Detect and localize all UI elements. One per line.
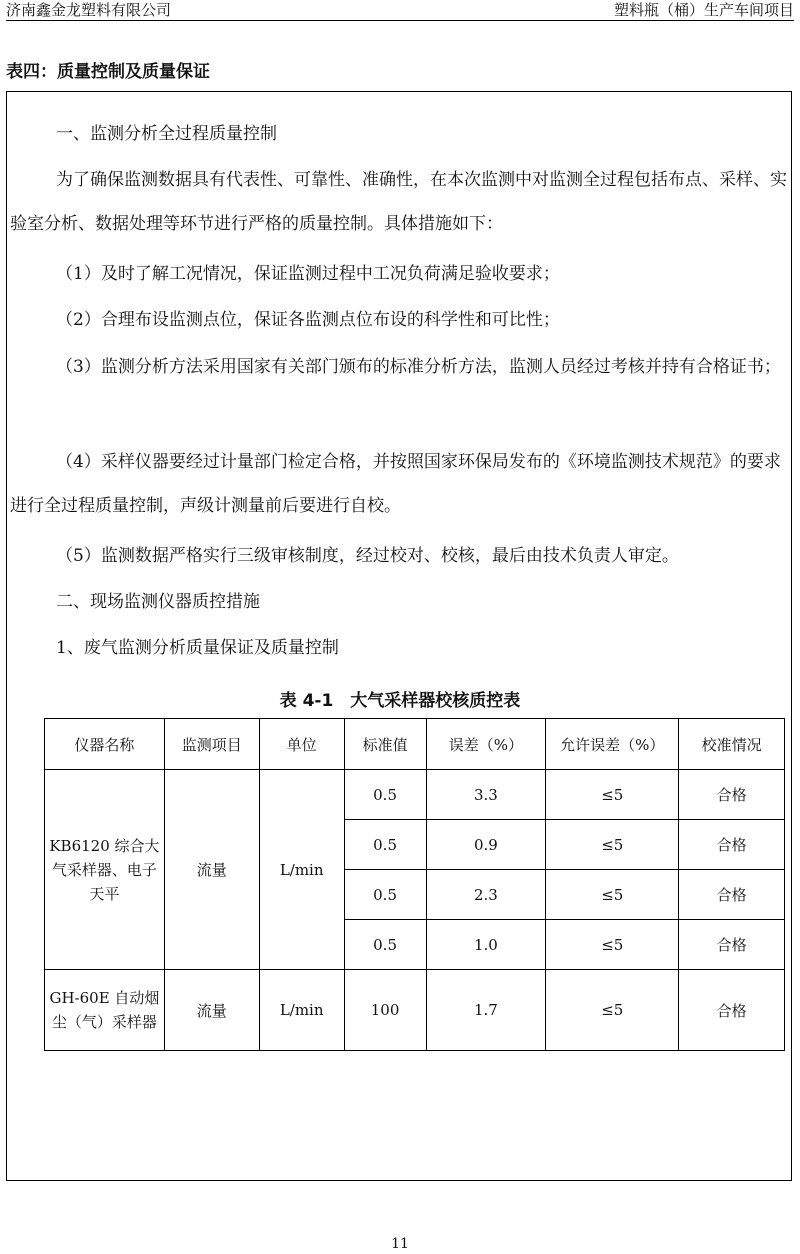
header-unit: 单位 [259, 719, 344, 770]
table-header-row [45, 719, 785, 770]
status-cell: 合格 [679, 870, 785, 920]
standard-cell: 0.5 [344, 770, 426, 820]
header-item: 监测项目 [164, 719, 259, 770]
measure-4: （4）采样仪器要经过计量部门检定合格，并按照国家环保局发布的《环境监测技术规范》的要求进行全过程质量控制，声级计测量前后要进行自校。 [10, 452, 781, 516]
allowed-cell: ≤5 [546, 820, 679, 870]
error-cell: 1.0 [426, 920, 546, 970]
error-cell: 2.3 [426, 870, 546, 920]
measure-3: （3）监测分析方法采用国家有关部门颁布的标准分析方法，监测人员经过考核并持有合格证书； [56, 357, 781, 377]
standard-cell: 100 [344, 970, 426, 1051]
item-cell: 流量 [164, 970, 259, 1051]
header-error: 误差（%） [426, 719, 546, 770]
standard-cell: 0.5 [344, 920, 426, 970]
allowed-cell: ≤5 [546, 870, 679, 920]
calibration-table [44, 718, 785, 1051]
paragraph-intro: 为了确保监测数据具有代表性、可靠性、准确性，在本次监测中对监测全过程包括布点、采样、实验室分析、数据处理等环节进行严格的质量控制。具体措施如下： [10, 170, 787, 234]
heading-exhaust-gas: 1、废气监测分析质量保证及质量控制 [56, 638, 339, 658]
unit-cell: L/min [259, 770, 344, 970]
table-caption: 表 4-1 大气采样器校核质控表 [279, 691, 521, 711]
error-cell: 3.3 [426, 770, 546, 820]
instrument-cell: GH-60E 自动烟尘（气）采样器 [45, 970, 165, 1051]
measure-1: （1）及时了解工况情况，保证监测过程中工况负荷满足验收要求； [56, 264, 560, 284]
project-name: 塑料瓶（桶）生产车间项目 [613, 1, 794, 19]
standard-cell: 0.5 [344, 870, 426, 920]
item-cell: 流量 [164, 770, 259, 970]
header-allowed: 允许误差（%） [546, 719, 679, 770]
status-cell: 合格 [679, 820, 785, 870]
header-instrument: 仪器名称 [45, 719, 165, 770]
table-row [45, 970, 785, 1051]
unit-cell: L/min [259, 970, 344, 1051]
heading-field-instruments: 二、现场监测仪器质控措施 [56, 592, 260, 612]
company-name: 济南鑫金龙塑料有限公司 [6, 1, 172, 19]
table-row [45, 770, 785, 820]
allowed-cell: ≤5 [546, 970, 679, 1051]
allowed-cell: ≤5 [546, 920, 679, 970]
error-cell: 1.7 [426, 970, 546, 1051]
instrument-cell: KB6120 综合大气采样器、电子天平 [45, 770, 165, 970]
header-standard: 标准值 [344, 719, 426, 770]
header-status: 校准情况 [679, 719, 785, 770]
measure-2: （2）合理布设监测点位，保证各监测点位布设的科学性和可比性； [56, 310, 560, 330]
status-cell: 合格 [679, 920, 785, 970]
page-header [6, 0, 794, 21]
section-title: 表四：质量控制及质量保证 [6, 62, 210, 82]
standard-cell: 0.5 [344, 820, 426, 870]
page-number: 11 [391, 1236, 409, 1252]
status-cell: 合格 [679, 970, 785, 1051]
allowed-cell: ≤5 [546, 770, 679, 820]
measure-5: （5）监测数据严格实行三级审核制度，经过校对、校核，最后由技术负责人审定。 [56, 546, 679, 566]
status-cell: 合格 [679, 770, 785, 820]
heading-quality-control: 一、监测分析全过程质量控制 [56, 124, 277, 144]
error-cell: 0.9 [426, 820, 546, 870]
